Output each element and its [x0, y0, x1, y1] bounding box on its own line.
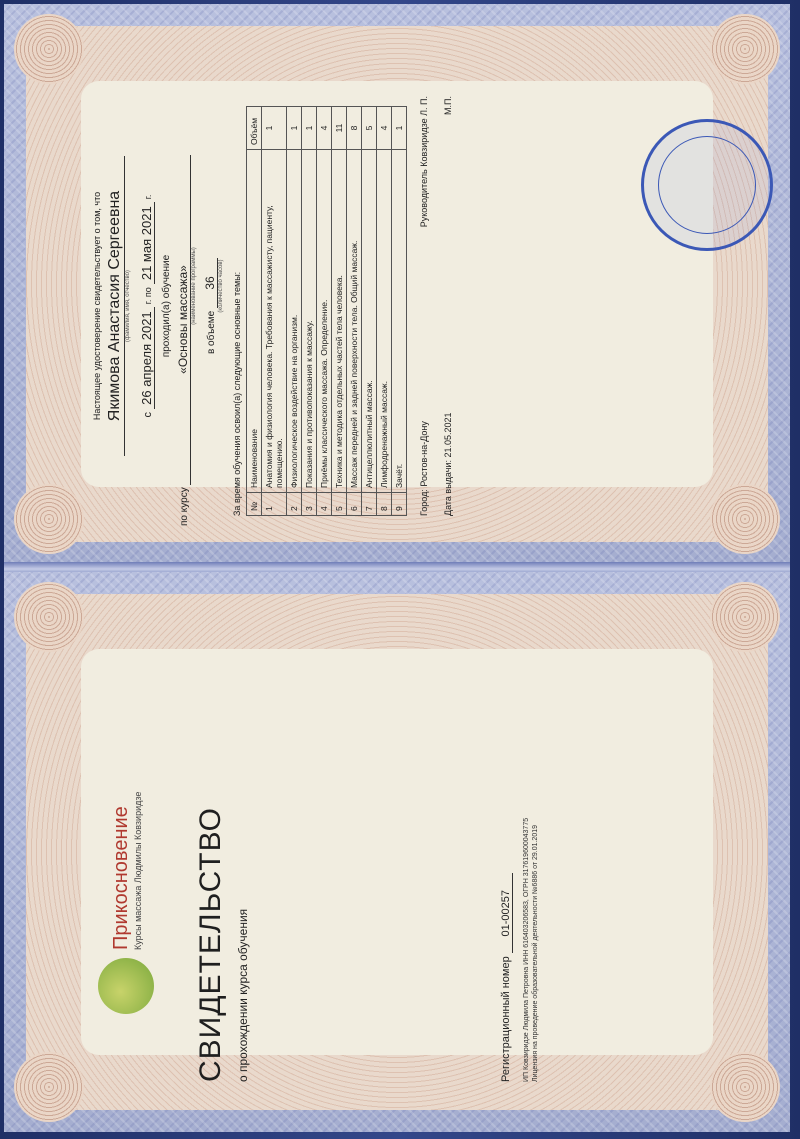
table-row: [317, 107, 332, 516]
table-row: [262, 107, 287, 516]
frame-corner-ornament: [14, 582, 84, 652]
row-number: 5: [332, 493, 347, 516]
row-topic: Зачёт.: [392, 150, 407, 493]
title-page-content: [86, 654, 706, 1094]
brand-subtitle: Курсы массажа Людмилы Ковзиридзе: [132, 791, 143, 950]
col-number-header: №: [247, 493, 262, 516]
date-from: 26 апреля 2021: [139, 307, 155, 409]
table-row: [377, 107, 392, 516]
row-volume: 5: [362, 107, 377, 150]
row-number: 7: [362, 493, 377, 516]
row-volume: 8: [347, 107, 362, 150]
row-number: 1: [262, 493, 287, 516]
full-name-hint: (фамилия, имя, отчество): [125, 270, 131, 342]
year-mark-2: г.: [143, 194, 153, 200]
row-topic: Физиологическое воздействие на организм.: [287, 150, 302, 493]
title-page: [4, 572, 790, 1132]
hours-hint: (количество часов): [218, 259, 224, 313]
table-row: [302, 107, 317, 516]
col-volume-header: Объём: [247, 107, 262, 150]
registration-label: Регистрационный номер: [500, 956, 512, 1082]
row-topic: Техника и методика отдельных частей тела человека.: [332, 150, 347, 493]
row-number: 8: [377, 493, 392, 516]
inner-page-panel: [81, 81, 713, 526]
frame-corner-ornament: [710, 14, 780, 84]
frame-corner-ornament: [710, 582, 780, 652]
frame-corner-ornament: [710, 484, 780, 554]
table-row: [392, 107, 407, 516]
frame-corner-ornament: [710, 1052, 780, 1122]
topics-table-header: [247, 107, 262, 516]
table-row: [332, 107, 347, 516]
course-hint: (наименование программы): [191, 247, 197, 325]
footer-legal-1: ИП Ковзиридзе Людмила Петровна ИНН 616403206583, ОГРН 317619600043775: [523, 817, 530, 1082]
course-name: «Основы массажа»: [176, 155, 191, 485]
ornamental-frame: [26, 594, 768, 1110]
frame-corner-ornament: [14, 1052, 84, 1122]
row-volume: 4: [377, 107, 392, 150]
intro-text: Настоящее удостоверение свидетельствует о том, что: [92, 191, 102, 421]
seal-stamp: [641, 119, 773, 251]
city-label: Город: Ростов-на-Дону: [419, 421, 429, 516]
stamp-place-label: М.П.: [443, 96, 453, 115]
volume-prefix: в объеме: [206, 310, 217, 355]
topics-intro: За время обучения освоил(а) следующие основные темы:: [232, 271, 242, 516]
hours-value: 36: [203, 258, 218, 308]
frame-corner-ornament: [14, 14, 84, 84]
certificate-subtitle: о прохождении курса обучения: [236, 908, 250, 1082]
brand-logo-icon: [98, 958, 154, 1014]
inner-page-content: [86, 86, 706, 526]
year-mark-1: г. по: [143, 287, 153, 305]
row-volume: 1: [302, 107, 317, 150]
title-page-panel: [81, 649, 713, 1082]
table-row: [287, 107, 302, 516]
row-topic: Анатомия и физиология человека. Требования к массажисту, пациенту, помещению.: [262, 150, 287, 493]
row-number: 6: [347, 493, 362, 516]
row-number: 4: [317, 493, 332, 516]
topics-table: [246, 106, 407, 516]
frame-corner-ornament: [14, 484, 84, 554]
full-name: Якимова Анастасия Сергеевна: [106, 156, 125, 456]
footer-legal-2: Лицензия на проведение образовательной деятельности №6886 от 29.01.2019: [532, 824, 539, 1082]
row-topic: Антицеллюлитный массаж.: [362, 150, 377, 493]
row-topic: Приёмы классического массажа. Определение.: [317, 150, 332, 493]
row-number: 9: [392, 493, 407, 516]
row-volume: 4: [317, 107, 332, 150]
row-volume: 1: [287, 107, 302, 150]
table-row: [362, 107, 377, 516]
issue-date-label: Дата выдачи: 21.05.2021: [443, 412, 453, 516]
col-name-header: Наименование: [247, 150, 262, 493]
row-topic: Массаж передней и задней поверхности тела. Общий массаж.: [347, 150, 362, 493]
row-topic: Лимфодренажный массаж.: [377, 150, 392, 493]
row-number: 3: [302, 493, 317, 516]
row-number: 2: [287, 493, 302, 516]
head-signature-label: Руководитель Ковзиридзе Л. П.: [419, 96, 429, 228]
ornamental-frame: [26, 26, 768, 542]
certificate-spread: [4, 4, 790, 1132]
registration-number: 01-00257: [500, 873, 513, 953]
row-volume: 1: [262, 107, 287, 150]
brand-name: Прикосновение: [109, 806, 132, 950]
table-row: [347, 107, 362, 516]
course-prefix: по курсу: [179, 487, 190, 526]
row-volume: 11: [332, 107, 347, 150]
certificate-title: СВИДЕТЕЛЬСТВО: [194, 807, 227, 1082]
from-prefix: с: [142, 411, 154, 418]
row-topic: Показания и противопоказания к массажу.: [302, 150, 317, 493]
passed-training: проходил(а) обучение: [161, 254, 172, 358]
inner-page: [4, 4, 790, 564]
row-volume: 1: [392, 107, 407, 150]
date-to: 21 мая 2021: [139, 202, 155, 284]
